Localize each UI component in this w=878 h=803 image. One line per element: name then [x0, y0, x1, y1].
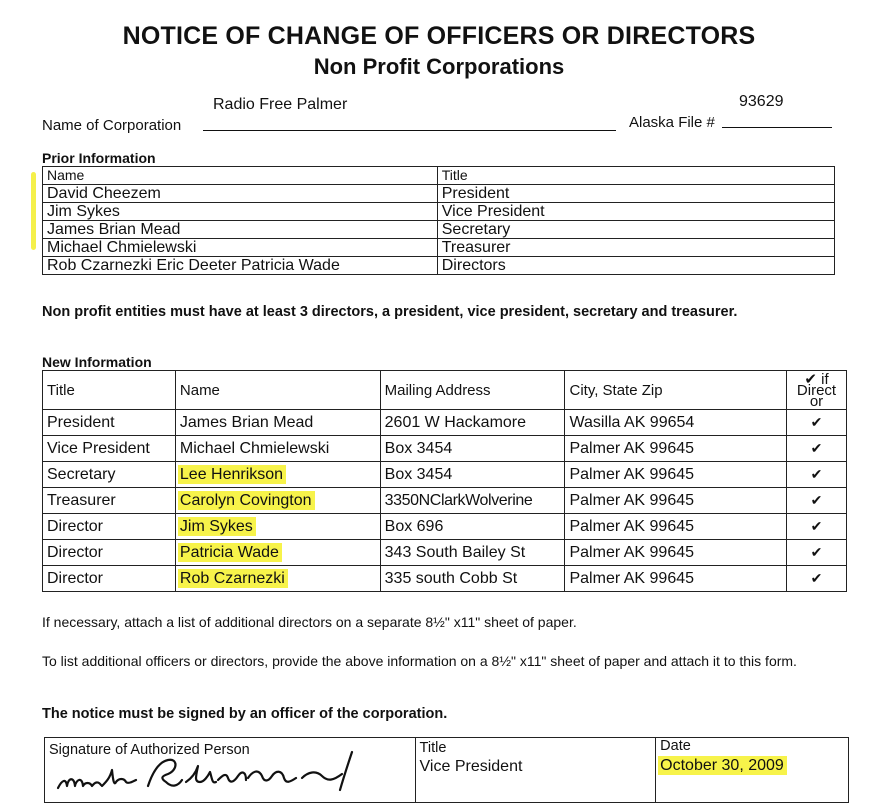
officer-title: Director [43, 566, 176, 592]
form-subtitle: Non Profit Corporations [313, 54, 565, 79]
requirement-notice: Non profit entities must have at least 3 directors, a president, vice president, secretary and treasurer. [42, 304, 738, 320]
officer-name: Jim Sykes [178, 517, 256, 536]
officer-title: Director [43, 514, 176, 540]
director-checkmark: ✔ [787, 488, 847, 514]
date-label: Date [660, 738, 691, 754]
prior-title: Directors [437, 257, 834, 275]
officer-title: Secretary [43, 462, 176, 488]
corporation-name-label: Name of Corporation [42, 117, 182, 134]
table-row [43, 185, 835, 203]
corporation-name-line [203, 130, 616, 131]
officer-name: Rob Czarnezki [178, 569, 288, 588]
table-row [43, 488, 847, 514]
officer-name: Lee Henrikson [178, 465, 286, 484]
title-value: Vice President [419, 758, 523, 775]
prior-name: Jim Sykes [43, 203, 438, 221]
officer-title: Vice President [43, 436, 176, 462]
new-col-name: Name [175, 371, 380, 410]
table-row [43, 436, 847, 462]
table-row [43, 239, 835, 257]
prior-info-table [42, 166, 835, 275]
director-checkmark: ✔ [787, 540, 847, 566]
table-row [43, 410, 847, 436]
officer-city: Palmer AK 99645 [565, 514, 787, 540]
prior-col-name: Name [43, 167, 438, 185]
form-title: NOTICE OF CHANGE OF OFFICERS OR DIRECTORS [122, 22, 756, 50]
officer-name: Patricia Wade [178, 543, 282, 562]
prior-name: James Brian Mead [43, 221, 438, 239]
file-number-label: Alaska File # [629, 114, 715, 131]
officer-city: Palmer AK 99645 [565, 436, 787, 462]
officer-name: James Brian Mead [175, 410, 380, 436]
file-number-line [722, 127, 832, 128]
corporation-name-value: Radio Free Palmer [213, 96, 348, 113]
new-info-heading: New Information [42, 354, 152, 370]
prior-title: President [437, 185, 834, 203]
prior-title: Treasurer [437, 239, 834, 257]
title-cell [415, 738, 656, 803]
new-col-city: City, State Zip [565, 371, 787, 410]
table-row [43, 462, 847, 488]
table-row [43, 203, 835, 221]
highlight-marker [31, 172, 36, 250]
title-label: Title [419, 740, 447, 756]
date-value: October 30, 2009 [658, 756, 787, 775]
new-col-title: Title [43, 371, 176, 410]
officer-title: President [43, 410, 176, 436]
director-checkmark: ✔ [787, 462, 847, 488]
prior-info-heading: Prior Information [42, 150, 156, 166]
prior-col-title: Title [437, 167, 834, 185]
officer-city: Palmer AK 99645 [565, 540, 787, 566]
signature-label: Signature of Authorized Person [49, 742, 250, 758]
prior-name: Rob Czarnezki Eric Deeter Patricia Wade [43, 257, 438, 275]
officer-title: Treasurer [43, 488, 176, 514]
officer-address: 343 South Bailey St [380, 540, 565, 566]
officer-city: Palmer AK 99645 [565, 488, 787, 514]
director-checkmark: ✔ [787, 410, 847, 436]
new-col-director-check: ✔ if Direct or [787, 371, 847, 410]
prior-title: Secretary [437, 221, 834, 239]
file-number-value: 93629 [739, 93, 784, 110]
prior-title: Vice President [437, 203, 834, 221]
officer-address: 3350NClarkWolverine [380, 488, 565, 514]
officer-city: Palmer AK 99645 [565, 462, 787, 488]
table-row [43, 514, 847, 540]
officer-address: 2601 W Hackamore [380, 410, 565, 436]
officer-address: Box 696 [380, 514, 565, 540]
officer-name: Michael Chmielewski [175, 436, 380, 462]
officer-address: 335 south Cobb St [380, 566, 565, 592]
prior-name: Michael Chmielewski [43, 239, 438, 257]
additional-directors-note: If necessary, attach a list of additional directors on a separate 8½" x11" sheet of paper. [42, 614, 577, 630]
table-row [43, 566, 847, 592]
officer-address: Box 3454 [380, 436, 565, 462]
must-sign-note: The notice must be signed by an officer of the corporation. [42, 706, 448, 722]
prior-name: David Cheezem [43, 185, 438, 203]
officer-address: Box 3454 [380, 462, 565, 488]
officer-name: Carolyn Covington [178, 491, 315, 510]
date-cell [656, 738, 849, 803]
table-row [43, 221, 835, 239]
officer-city: Palmer AK 99645 [565, 566, 787, 592]
director-checkmark: ✔ [787, 514, 847, 540]
additional-officers-note: To list additional officers or directors, provide the above information on a 8½" x11" sheet of paper and attach it to this form. [42, 653, 797, 669]
director-checkmark: ✔ [787, 566, 847, 592]
director-checkmark: ✔ [787, 436, 847, 462]
table-row [43, 540, 847, 566]
table-row [43, 257, 835, 275]
new-info-table [42, 370, 847, 592]
new-col-address: Mailing Address [380, 371, 565, 410]
officer-city: Wasilla AK 99654 [565, 410, 787, 436]
officer-title: Director [43, 540, 176, 566]
handwritten-signature [52, 742, 372, 800]
